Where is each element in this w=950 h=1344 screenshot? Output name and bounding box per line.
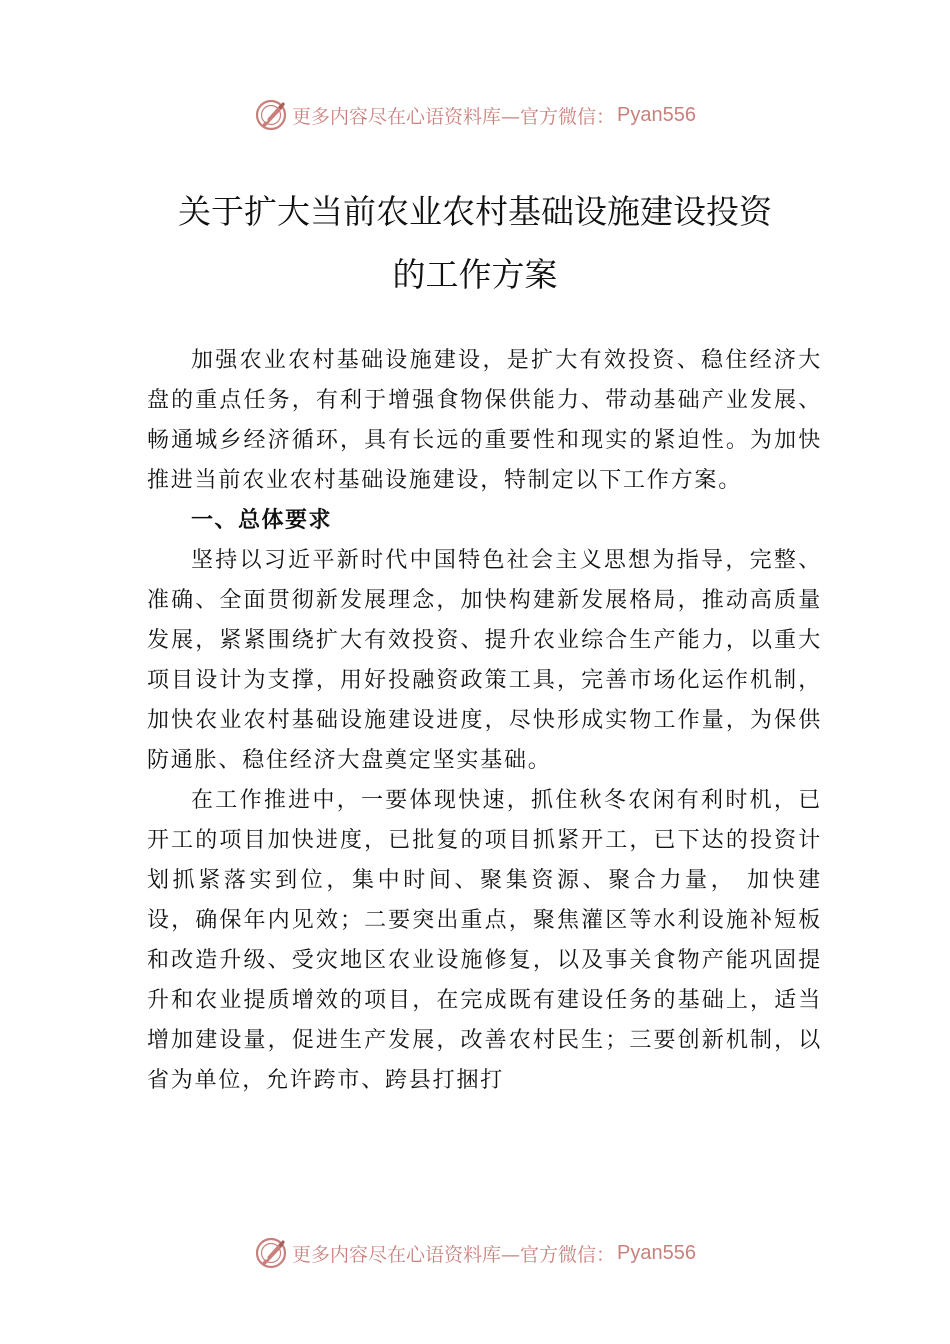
document-title-line1: 关于扩大当前农业农村基础设施建设投资 (178, 192, 772, 231)
wechat-id: Pyan556 (617, 1241, 696, 1264)
intro-paragraph: 加强农业农村基础设施建设，是扩大有效投资、稳住经济大盘的重点任务，有利于增强食物保供能力、带动基础产业发展、畅通城乡经济循环，具有长远的重要性和现实的紧迫性。为加快推进当前农业农村基础设施建设，特制定以下工作方案。 (147, 348, 822, 493)
document-body (147, 341, 822, 1101)
watermark-text: 更多内容尽在心语资料库—官方微信： (292, 1243, 616, 1266)
header-watermark (0, 95, 950, 135)
document-title-line2: 的工作方案 (392, 255, 558, 294)
pen-nib-logo-icon (254, 1236, 288, 1270)
section-heading: 一、总体要求 (191, 508, 333, 533)
section-paragraph: 坚持以习近平新时代中国特色社会主义思想为指导，完整、准确、全面贯彻新发展理念，加快构建新发展格局，推动高质量发展，紧紧围绕扩大有效投资、提升农业综合生产能力，以重大项目设计为支撑，用好投融资政策工具，完善市场化运作机制，加快农业农村基础设施建设进度，尽快形成实物工作量，为保供防通胀、稳住经济大盘奠定坚实基础。 (147, 548, 822, 773)
wechat-id: Pyan556 (617, 103, 696, 126)
pen-nib-logo-icon (254, 98, 288, 132)
watermark-text: 更多内容尽在心语资料库—官方微信： (292, 105, 616, 128)
footer-watermark (0, 1233, 950, 1273)
section-paragraph: 在工作推进中，一要体现快速，抓住秋冬农闲有利时机，已开工的项目加快进度，已批复的项目抓紧开工，已下达的投资计划抓紧落实到位，集中时间、聚集资源、聚合力量， 加快建设，确保年内见效；二要突出重点，聚焦灌区等水利设施补短板和改造升级、受灾地区农业设施修复，以及事关食物产能巩固提升和农业提质增效的项目，在完成既有建设任务的基础上，适当增加建设量，促进生产发展，改善农村民生；三要创新机制，以省为单位，允许跨市、跨县打捆打 (147, 788, 822, 1093)
